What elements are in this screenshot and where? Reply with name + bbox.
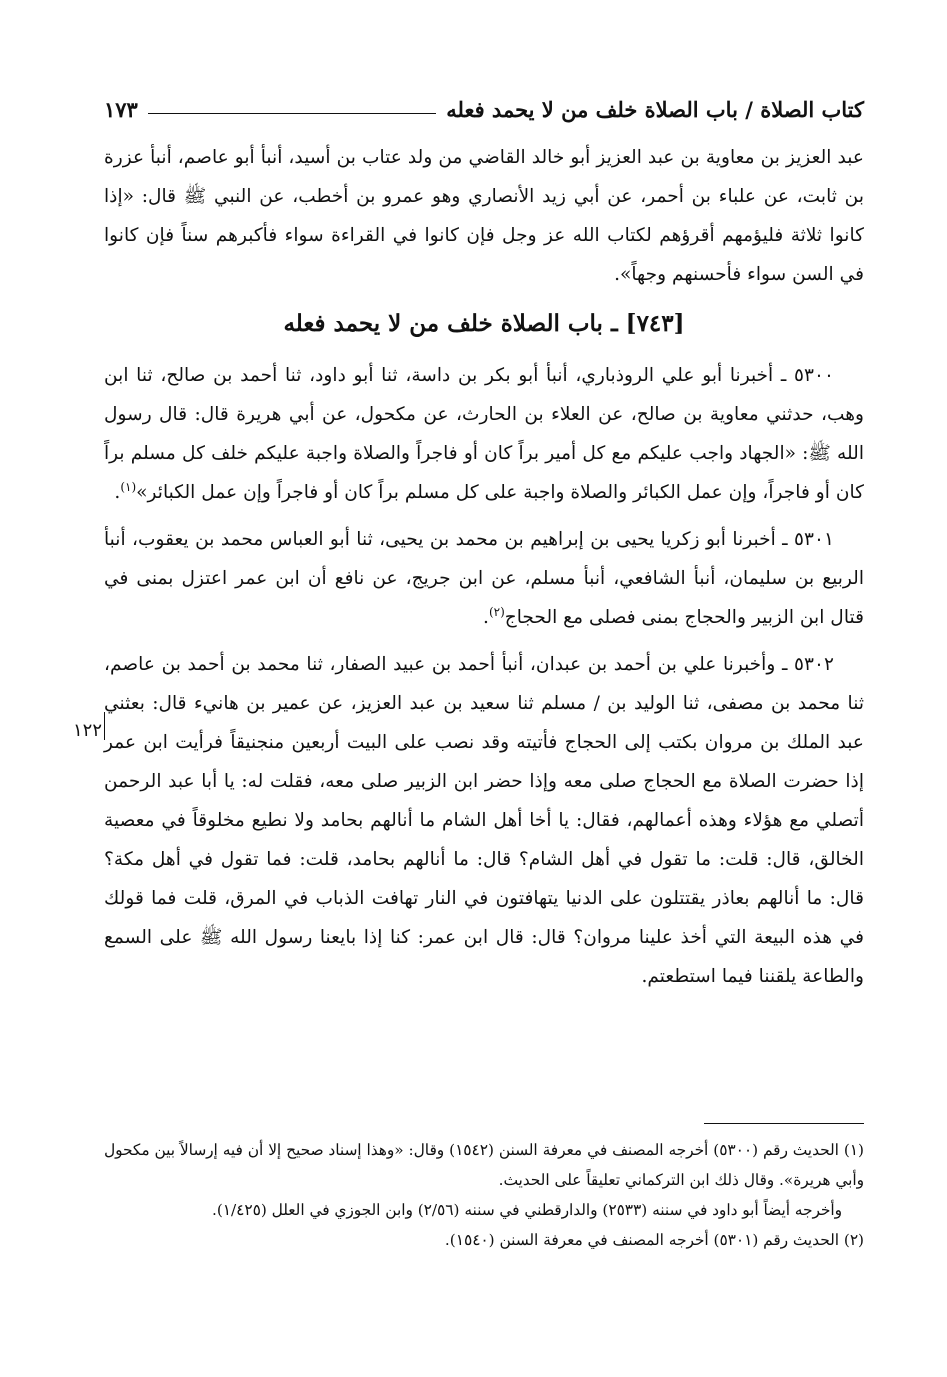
page-number: ١٧٣ xyxy=(104,97,138,122)
footnote-separator xyxy=(704,1123,864,1124)
footnote-2: (٢) الحديث رقم (٥٣٠١) أخرجه المصنف في معرفة السنن (١٥٤٠). xyxy=(444,1231,864,1249)
hadith-5300-end: . xyxy=(114,482,121,503)
hadith-5301-end: . xyxy=(483,607,489,628)
footnote-1-continued: وأخرجه أيضاً أبو داود في سننه (٢٥٣٣) والدارقطني في سننه (٢/٥٦) وابن الجوزي في العلل (١/٤٢٥). xyxy=(211,1201,842,1219)
running-header xyxy=(104,82,864,122)
footnote-ref-2[interactable]: (٢) xyxy=(488,604,505,619)
footnote-1: (١) الحديث رقم (٥٣٠٠) أخرجه المصنف في معرفة السنن (١٥٤٢) وقال: «وهذا إسناد صحيح إلا أن فيه إرسالاً بين مكحول وأبي هريرة». وقال ذلك ابن التركماني تعليقاً على الحديث. xyxy=(104,1141,864,1189)
hadith-5301 xyxy=(104,520,864,637)
hadith-5300-text: ٥٣٠٠ ـ أخبرنا أبو علي الروذباري، أنبأ أبو بكر بن داسة، ثنا أبو داود، ثنا أحمد بن صالح، ثنا ابن وهب، حدثني معاوية بن صالح، عن العلاء بن الحارث، عن مكحول، عن أبي هريرة قال: قال رسول الله ﷺ: «الجهاد واجب عليكم مع كل أمير براً كان أو فاجراً والصلاة واجبة عليكم خلف كل مسلم براً كان أو فاجراً، وإن عمل الكبائر والصلاة واجبة على كل مسلم براً كان أو فاجراً وإن عمل الكبائر» xyxy=(104,365,864,503)
footnote-ref-1[interactable]: (١) xyxy=(120,479,137,494)
chapter-title: [٧٤٣] ـ باب الصلاة خلف من لا يحمد فعله xyxy=(283,310,685,337)
hadith-5302: ٥٣٠٢ ـ وأخبرنا علي بن أحمد بن عبدان، أنبأ أحمد بن عبيد الصفار، ثنا محمد بن أحمد بن عاصم، ثنا محمد بن مصفى، ثنا الوليد بن / مسلم ثنا سعيد بن عبد العزيز، عن عمير بن هانيء قال: بعثني عبد الملك بن مروان بكتب إلى الحجاج فأتيته وقد نصب على البيت أربعين منجنيقاً فرأيت ابن عمر إذا حضرت الصلاة مع الحجاج صلى معه وإذا حضر ابن الزبير صلى معه، فقلت له: يا أبا عبد الرحمن أتصلي مع هؤلاء وهذه أعمالهم، فقال: يا أخا أهل الشام ما أنالهم بحامد ولا نطيع مخلوقاً في معصية الخالق، قال: قلت: ما تقول في أهل الشام؟ قال: ما أنالهم بحامد، قلت: فما تقول في أهل مكة؟ قال: ما أنالهم بعاذر يقتتلون على الدنيا يتهافتون في النار تهافت الذباب في المرق، قلت فما قولك في هذه البيعة التي أخذ علينا مروان؟ قال: قال ابن عمر: كنا إذا بايعنا رسول الله ﷺ على السمع والطاعة يلقننا فيما استطعتم. xyxy=(104,654,865,987)
header-title: كتاب الصلاة / باب الصلاة خلف من لا يحمد فعله xyxy=(446,97,864,122)
hadith-5300 xyxy=(104,356,864,512)
main-text xyxy=(104,138,864,996)
margin-page-ref: ١٢٢ xyxy=(72,720,102,741)
margin-bar xyxy=(104,712,105,740)
header-rule xyxy=(148,113,436,114)
intro-paragraph: عبد العزيز بن معاوية بن عبد العزيز أبو خالد القاضي من ولد عتاب بن أسيد، أنبأ أبو عاصم، أنبأ عزرة بن ثابت، عن علباء بن أحمر، عن أبي زيد الأنصاري وهو عمرو بن أخطب، عن النبي ﷺ قال: «إذا كانوا ثلاثة فليؤمهم أقرؤهم لكتاب الله عز وجل فإن كانوا في القراءة سواء فأكبرهم سناً فإن كانوا في السن سواء فأحسنهم وجهاً». xyxy=(104,147,864,285)
hadith-5301-text: ٥٣٠١ ـ أخبرنا أبو زكريا يحيى بن إبراهيم بن محمد بن يحيى، ثنا أبو العباس محمد بن يعقوب، أنبأ الربيع بن سليمان، أنبأ الشافعي، أنبأ مسلم، عن ابن جريج، عن نافع أن ابن عمر اعتزل بمنى في قتال ابن الزبير والحجاج بمنى فصلى مع الحجاج xyxy=(104,529,864,628)
footnotes xyxy=(104,1135,864,1255)
